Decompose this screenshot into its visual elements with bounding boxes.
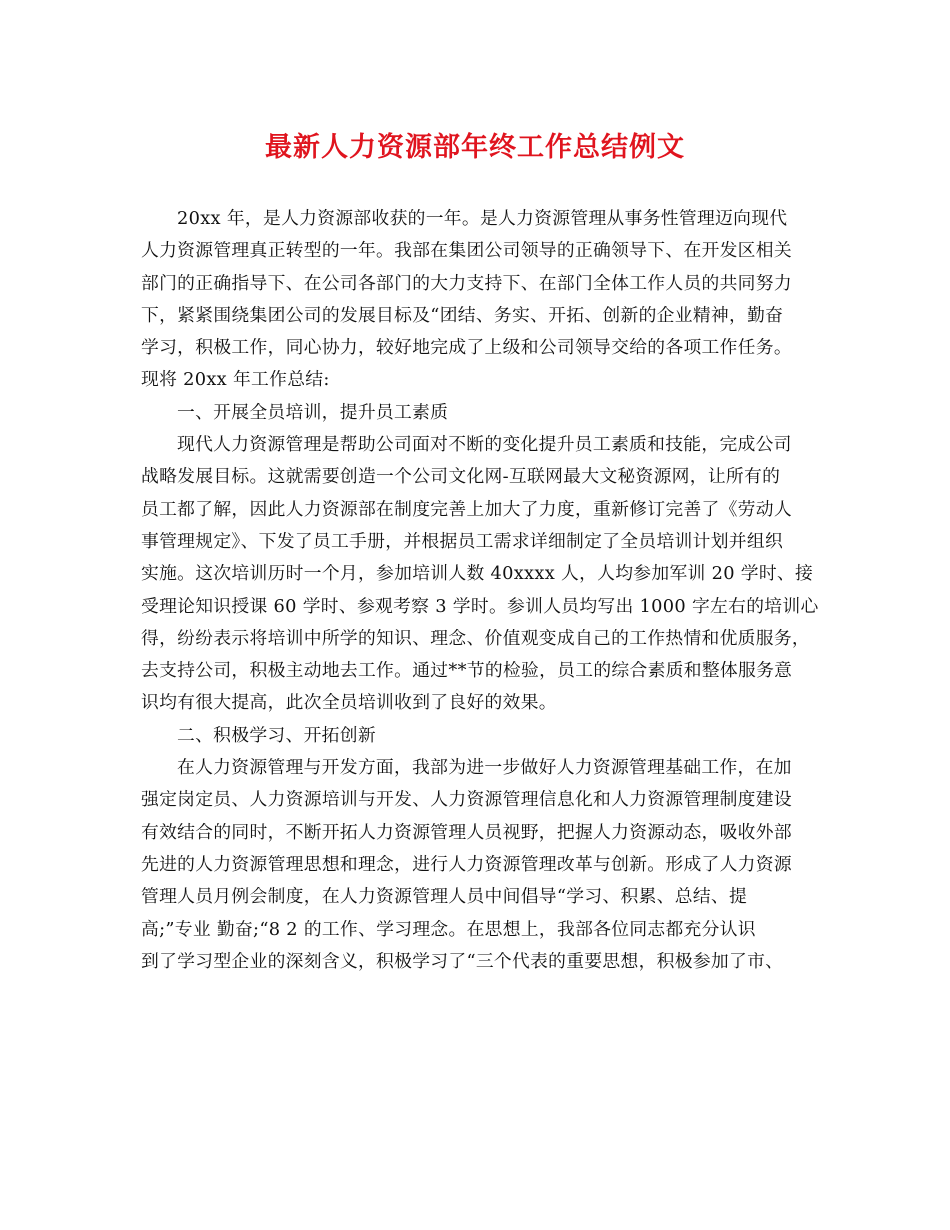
body-line: 员工都了解，因此人力资源部在制度完善上加大了力度，重新修订完善了《劳动人 <box>141 498 792 520</box>
body-line: 战略发展目标。这就需要创造一个公司文化网-互联网最大文秘资源网，让所有的 <box>141 466 781 488</box>
body-line: 部门的正确指导下、在公司各部门的大力支持下、在部门全体工作人员的共同努力 <box>141 272 792 294</box>
body-line: 二、积极学习、开拓创新 <box>177 724 376 746</box>
body-line: 去支持公司，积极主动地去工作。通过**节的检验，员工的综合素质和整体服务意 <box>141 660 793 682</box>
body-line: 得，纷纷表示将培训中所学的知识、理念、价值观变成自己的工作热情和优质服务， <box>141 627 811 649</box>
document-body <box>141 203 821 978</box>
body-line: 事管理规定》、下发了员工手册，并根据员工需求详细制定了全员培训计划并组织 <box>141 530 784 552</box>
body-line: 有效结合的同时，不断开拓人力资源管理人员视野，把握人力资源动态，吸收外部 <box>141 821 792 843</box>
body-line: 受理论知识授课 60 学时、参观考察 3 学时。参训人员均写出 1000 字左右的培训心 <box>141 595 819 617</box>
body-line: 在人力资源管理与开发方面，我部为进一步做好人力资源管理基础工作，在加 <box>177 757 792 779</box>
body-line: 识均有很大提高，此次全员培训收到了良好的效果。 <box>141 692 557 714</box>
body-line: 现将 20xx 年工作总结: <box>141 369 330 391</box>
body-line: 一、开展全员培训，提升员工素质 <box>177 401 449 423</box>
body-line: 下，紧紧围绕集团公司的发展目标及“团结、务实、开拓、创新的企业精神，勤奋 <box>141 304 784 326</box>
body-line: 学习，积极工作，同心协力，较好地完成了上级和公司领导交给的各项工作任务。 <box>141 337 792 359</box>
body-line: 高;”专业 勤奋;“8 2 的工作、学习理念。在思想上，我部各位同志都充分认识 <box>141 918 756 940</box>
body-line: 先进的人力资源管理思想和理念，进行人力资源管理改革与创新。形成了人力资源 <box>141 853 792 875</box>
body-line: 到了学习型企业的深刻含义，积极学习了“三个代表的重要思想，积极参加了市、 <box>141 950 784 972</box>
body-line: 20xx 年，是人力资源部收获的一年。是人力资源管理从事务性管理迈向现代 <box>177 208 788 229</box>
body-line: 强定岗定员、人力资源培训与开发、人力资源管理信息化和人力资源管理制度建设 <box>141 789 792 811</box>
body-line: 实施。这次培训历时一个月，参加培训人数 40xxxx 人，人均参加军训 20 学时、接 <box>141 563 814 585</box>
body-line: 管理人员月例会制度，在人力资源管理人员中间倡导“学习、积累、总结、提 <box>141 886 748 908</box>
body-line: 现代人力资源管理是帮助公司面对不断的变化提升员工素质和技能，完成公司 <box>177 434 792 456</box>
body-line: 人力资源管理真正转型的一年。我部在集团公司领导的正确领导下、在开发区相关 <box>141 240 792 262</box>
document-title: 最新人力资源部年终工作总结例文 <box>265 132 685 163</box>
